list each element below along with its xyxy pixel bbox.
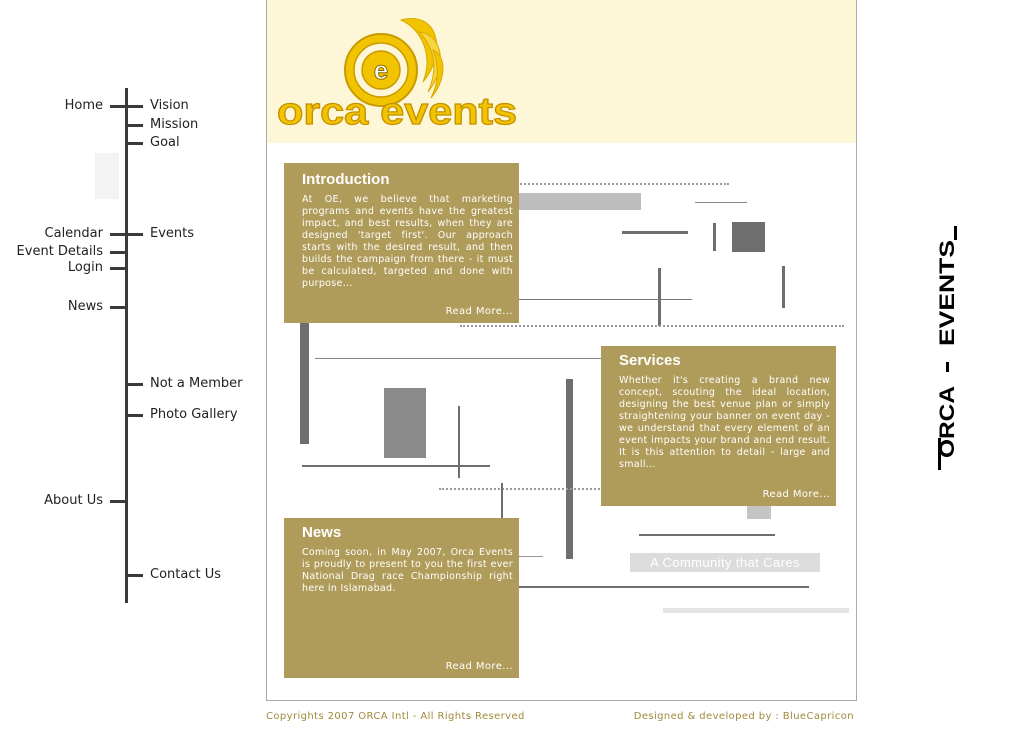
deco-line	[639, 534, 775, 536]
svg-text:orca events: orca events	[277, 91, 517, 133]
nav-trunk-line	[125, 88, 128, 603]
nav-dash	[110, 267, 125, 270]
nav-contact-us[interactable]: Contact Us	[150, 567, 221, 582]
community-tagline: A Community that Cares	[630, 553, 820, 572]
deco-dotted-line	[497, 183, 729, 185]
nav-dash	[128, 233, 143, 236]
brand-events-text: EVENTS	[936, 261, 959, 346]
nav-dash	[110, 306, 125, 309]
news-read-more-link[interactable]: Read More...	[445, 661, 513, 672]
deco-line	[622, 231, 688, 234]
deco-line	[695, 202, 747, 203]
nav-login[interactable]: Login	[67, 260, 103, 275]
nav-dash	[128, 124, 143, 127]
nav-events[interactable]: Events	[150, 226, 195, 241]
deco-bar	[566, 379, 573, 559]
services-title: Services	[619, 352, 681, 369]
nav-dash	[128, 105, 143, 108]
brand-divider	[938, 438, 941, 470]
brand-divider	[946, 362, 949, 372]
nav-news[interactable]: News	[67, 299, 103, 314]
nav-not-a-member[interactable]: Not a Member	[150, 376, 243, 391]
svg-text:e: e	[373, 55, 389, 85]
nav-dash	[128, 414, 143, 417]
footer-copyright: Copyrights 2007 ORCA Intl - All Rights Reserved	[266, 711, 525, 722]
deco-line	[782, 266, 785, 308]
deco-dotted-line	[460, 325, 844, 327]
nav-event-details[interactable]: Event Details	[16, 244, 103, 259]
brand-divider	[954, 226, 957, 240]
news-panel	[284, 518, 519, 678]
services-panel	[601, 346, 836, 506]
nav-dash	[128, 142, 143, 145]
main-content-frame	[266, 0, 857, 701]
nav-dash	[110, 105, 125, 108]
nav-photo-gallery[interactable]: Photo Gallery	[150, 407, 238, 422]
orca-events-logo[interactable]	[273, 12, 523, 134]
deco-line	[658, 268, 661, 326]
footer-credit[interactable]: Designed & developed by : BlueCapricon	[633, 711, 854, 722]
orca-logo-icon	[273, 12, 523, 133]
nav-dash	[110, 500, 125, 503]
brand-orca-text: ORCA	[936, 396, 959, 458]
deco-line	[713, 223, 716, 251]
decorative-ghost-block	[95, 153, 119, 199]
nav-about-us[interactable]: About Us	[44, 493, 103, 508]
nav-dash	[110, 251, 125, 254]
nav-dash	[110, 233, 125, 236]
news-title: News	[302, 524, 342, 541]
services-body: Whether it's creating a brand new concept, scouting the ideal location, designing the best venue plan or simply straightening your banner on event day - we understand that every element of an event impacts your brand and end result. It is this attention to detail - large and small...	[619, 375, 830, 470]
intro-panel	[284, 163, 519, 323]
vertical-brand-wordmark	[936, 226, 960, 471]
deco-block	[384, 388, 426, 458]
deco-line	[302, 465, 490, 467]
nav-goal[interactable]: Goal	[150, 135, 180, 150]
services-read-more-link[interactable]: Read More...	[762, 489, 830, 500]
intro-title: Introduction	[302, 171, 390, 188]
nav-home[interactable]: Home	[64, 98, 103, 113]
deco-bar	[663, 608, 849, 613]
deco-line	[458, 406, 460, 478]
news-body: Coming soon, in May 2007, Orca Events is proudly to present to you the first ever National Drag race Championship right here in Islamabad.	[302, 547, 513, 594]
deco-block	[732, 222, 765, 252]
vertical-brand-svg	[936, 226, 964, 476]
intro-body: At OE, we believe that marketing programs and events have the greatest impact, and best results, when they are designed 'target first'. Our approach starts with the desired result, and then builds the campaign from there - it must be calculated, targeted and done with purpose...	[302, 194, 513, 289]
nav-calendar[interactable]: Calendar	[44, 226, 103, 241]
nav-vision[interactable]: Vision	[150, 98, 189, 113]
intro-read-more-link[interactable]: Read More...	[445, 306, 513, 317]
deco-block	[513, 193, 641, 210]
nav-dash	[128, 383, 143, 386]
nav-mission[interactable]: Mission	[150, 117, 199, 132]
nav-dash	[128, 574, 143, 577]
